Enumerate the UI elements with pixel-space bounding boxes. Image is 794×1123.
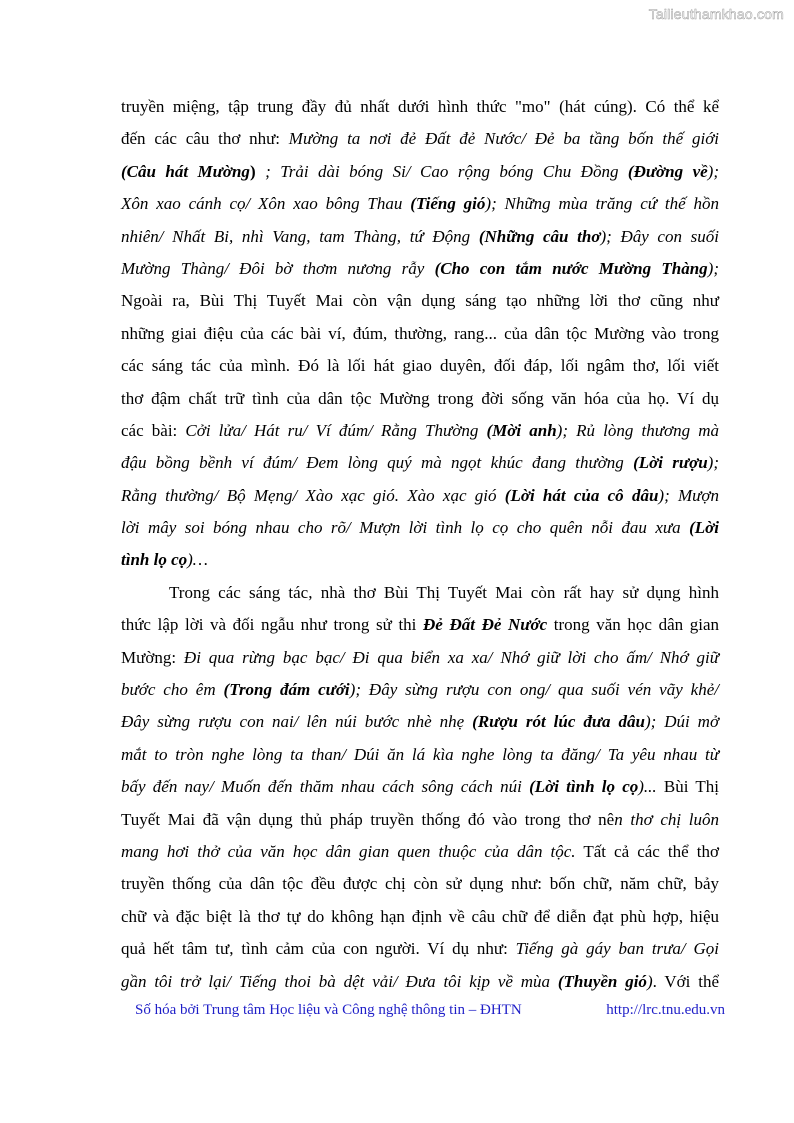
text-run: (Lời: [689, 518, 719, 538]
text-run: (Câu hát Mường: [121, 161, 250, 181]
text-line: [121, 318, 719, 350]
text-line: [121, 544, 719, 576]
text-run: các bài:: [121, 420, 186, 440]
text-run: (Mời anh: [486, 420, 557, 440]
text-run: Mường ta nơi đẻ Đất đẻ Nước/ Đẻ ba tầng bốn thế giới: [288, 129, 719, 149]
text-run: ); Đây con suối: [600, 226, 719, 246]
text-run: Trong các sáng tác, nhà thơ Bùi Thị Tuyết Mai còn rất hay sử dụng hình: [169, 582, 719, 602]
text-run: tình lọ cọ: [121, 550, 188, 570]
text-run: Đẻ Đất Đẻ Nước: [423, 615, 548, 635]
text-line: [121, 642, 719, 674]
text-line: [121, 739, 719, 771]
document-body: [121, 91, 719, 998]
text-run: . Với thể: [652, 971, 719, 991]
text-run: đậu bồng bềnh ví đúm/ Đem lòng quý mà ngọt khúc đang thường: [121, 453, 634, 473]
text-line: [121, 253, 719, 285]
text-line: [121, 221, 719, 253]
text-line: [121, 901, 719, 933]
text-run: Tiếng gà gáy ban trưa/ Gọi: [515, 939, 719, 959]
text-line: [121, 804, 719, 836]
text-line: [121, 188, 719, 220]
text-run: mang hơi thở của văn học dân gian quen thuộc của dân tộc.: [121, 841, 576, 861]
text-run: thơ đậm chất trữ tình của dân tộc Mường trong đời sống văn hóa của họ. Ví dụ: [121, 388, 719, 408]
text-run: Bùi Thị: [656, 777, 719, 797]
watermark: Tailieuthamkhao.com: [648, 6, 784, 22]
text-run: );: [707, 161, 719, 181]
text-run: truyền miệng, tập trung đầy đủ nhất dưới hình thức "mo" (hát cúng). Có thể kể: [121, 97, 719, 116]
text-run: Đi qua rừng bạc bạc/ Đi qua biển xa xa/ Nhớ giữ lời cho ấm/ Nhớ giữ: [183, 647, 719, 667]
text-run: những giai điệu của các bài ví, đúm, thường, rang... của dân tộc Mường vào trong: [121, 323, 719, 343]
text-run: Đây sừng rượu con nai/ lên núi bước nhè nhẹ: [121, 712, 473, 732]
text-line: [121, 383, 719, 415]
text-run: Rằng thường/ Bộ Mẹng/ Xào xạc gió. Xào xạc gió: [121, 485, 505, 505]
text-run: lời mây soi bóng nhau cho rõ/ Mượn lời tình lọ cọ cho quên nỗi đau xưa: [121, 518, 690, 538]
text-line: [121, 674, 719, 706]
text-run: mắt to tròn nghe lòng ta than/ Dúi ăn lá kìa nghe lòng ta đăng/ Ta yêu nhau từ: [121, 744, 719, 764]
text-run: Mường Thàng/ Đôi bờ thơm nương rẫy: [121, 258, 435, 278]
text-run: Ngoài ra, Bùi Thị Tuyết Mai còn vận dụng sáng tạo những lời thơ cũng như: [121, 291, 719, 311]
text-line: [121, 123, 719, 155]
text-run: Mường:: [121, 647, 184, 667]
text-line: [121, 577, 719, 609]
text-run: (Rượu rót lúc đưa dâu: [472, 712, 645, 732]
text-run: ); Rủ lòng thương mà: [556, 420, 719, 440]
footer-url[interactable]: http://lrc.tnu.edu.vn: [606, 1002, 725, 1018]
text-line: [121, 966, 719, 998]
text-line: [121, 447, 719, 479]
text-run: bấy đến nay/ Muốn đến thăm nhau cách sông cách núi: [121, 777, 530, 797]
text-line: [121, 415, 719, 447]
text-line: [121, 836, 719, 868]
text-run: ); Mượn: [658, 485, 719, 505]
text-run: nhiên/ Nhất Bi, nhì Vang, tam Thàng, tứ Động: [121, 226, 479, 246]
text-run: chữ và đặc biệt là thơ tự do không hạn định về câu chữ để diễn đạt phù hợp, hiệu: [121, 906, 719, 926]
text-run: (Lời rượu: [633, 453, 708, 473]
text-run: (Cho con tắm nước Mường Thàng: [434, 258, 708, 278]
text-line: [121, 285, 719, 317]
text-run: (Những câu thơ: [478, 226, 601, 246]
text-run: Cởi lửa/ Hát ru/ Ví đúm/ Rằng Thường: [185, 420, 487, 440]
text-run: quả hết tâm tư, tình cảm của con người. Ví dụ như:: [121, 939, 516, 959]
text-run: Xôn xao cánh cọ/ Xôn xao bông Thau: [121, 194, 411, 214]
text-line: [121, 156, 719, 188]
text-run: trong văn học dân gian: [547, 615, 719, 635]
text-run: truyền thống của dân tộc đều được chị còn sử dụng như: bốn chữ, năm chữ, bảy: [121, 874, 719, 894]
text-line: [121, 771, 719, 803]
text-line: [121, 91, 719, 123]
text-run: Tuyết Mai đã vận dụng thủ pháp truyền thống đó vào trong thơ nê: [121, 809, 615, 829]
text-run: ): [249, 161, 256, 181]
text-line: [121, 350, 719, 382]
text-run: )…: [187, 550, 208, 570]
text-run: (Đường về: [627, 161, 708, 181]
text-run: (Lời tình lọ cọ: [529, 777, 639, 797]
text-run: bước cho êm: [121, 680, 224, 700]
text-line: [121, 512, 719, 544]
text-run: ): [646, 971, 653, 991]
text-run: (Trong đám cưới: [223, 680, 350, 700]
text-run: (Lời hát của cô dâu: [504, 485, 659, 505]
text-run: ); Dúi mở: [644, 712, 720, 732]
text-run: (Tiếng gió: [410, 194, 486, 214]
text-line: [121, 868, 719, 900]
text-line: [121, 933, 719, 965]
text-line: [121, 706, 719, 738]
text-run: Tất cả các thể thơ: [575, 841, 719, 861]
text-run: các sáng tác của mình. Đó là lối hát giao duyên, đối đáp, lối ngâm thơ, lối viết: [121, 356, 719, 376]
text-run: thức lập lời và đối ngẫu như trong sử thi: [121, 615, 424, 635]
text-run: gần tôi trở lại/ Tiếng thoi bà dệt vải/ Đưa tôi kịp về mùa: [121, 971, 558, 991]
text-line: [121, 609, 719, 641]
text-run: ); Đây sừng rượu con ong/ qua suối vén vãy khẻ/: [349, 680, 719, 700]
text-run: )...: [638, 777, 657, 797]
text-run: ; Trải dài bóng Si/ Cao rộng bóng Chu Đồng: [255, 161, 628, 181]
footer-credit: Số hóa bởi Trung tâm Học liệu và Công nghệ thông tin – ĐHTN: [135, 1002, 522, 1018]
text-run: ); Những mùa trăng cứ thế hồn: [485, 194, 719, 214]
text-run: đến các câu thơ như:: [121, 129, 289, 149]
text-run: );: [707, 258, 719, 278]
text-run: (Thuyền gió: [557, 971, 647, 991]
text-run: n thơ chị luôn: [614, 809, 720, 829]
text-run: );: [707, 453, 719, 473]
text-line: [121, 480, 719, 512]
page-footer: [135, 1002, 725, 1019]
